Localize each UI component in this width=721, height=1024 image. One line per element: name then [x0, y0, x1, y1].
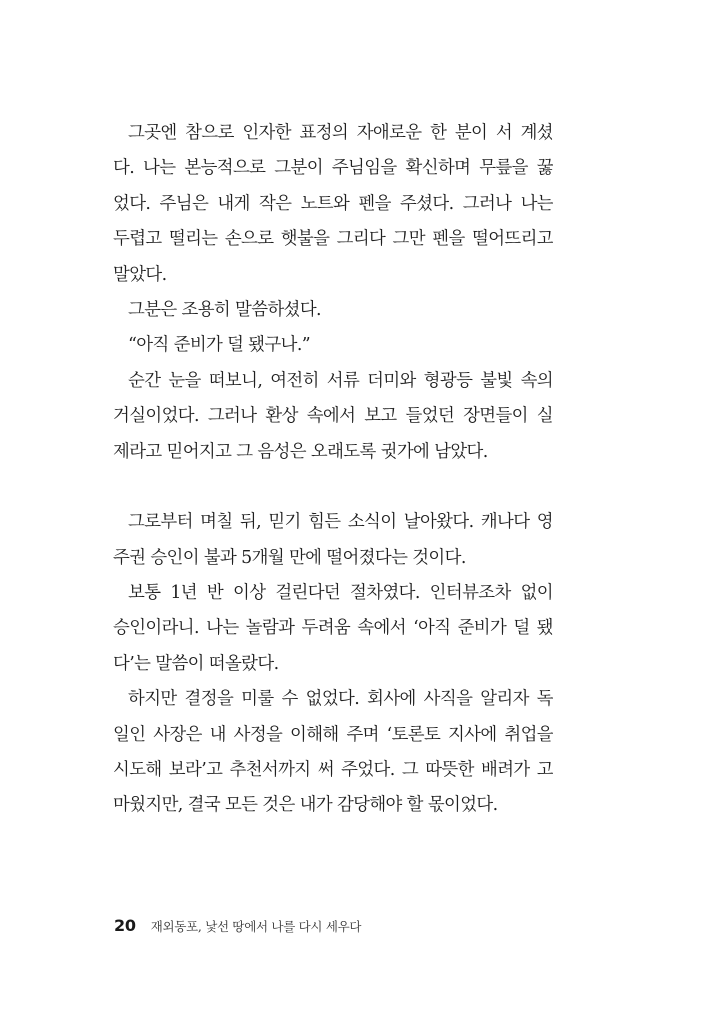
body-text — [113, 116, 553, 824]
text-line: 그곳엔 참으로 인자한 표정의 자애로운 한 분이 서 계셨 — [128, 123, 553, 143]
text-line: 승인이라니. 나는 놀람과 두려움 속에서 ‘아직 준비가 덜 됐 — [113, 618, 553, 639]
text-line: 그로부터 며칠 뒤, 믿기 힘든 소식이 날아왔다. 캐나다 영 — [128, 512, 553, 533]
text-line: 다’는 말씀이 떠올랐다. — [113, 653, 279, 674]
text-line: 주권 승인이 불과 5개월 만에 떨어졌다는 것이다. — [113, 547, 466, 568]
text-line: 순간 눈을 떠보니, 여전히 서류 더미와 형광등 불빛 속의 — [128, 370, 553, 391]
page-footer — [114, 915, 361, 937]
page-number: 20 — [114, 916, 136, 935]
running-title: 재외동포, 낯선 땅에서 나를 다시 세우다 — [150, 919, 362, 934]
text-line: 일인 사장은 내 사정을 이해해 주며 ‘토론토 지사에 취업을 — [113, 724, 553, 745]
text-line: 제라고 믿어지고 그 음성은 오래도록 귓가에 남았다. — [113, 441, 488, 462]
text-line: 그분은 조용히 말씀하셨다. — [128, 299, 321, 320]
text-line: 다. 나는 본능적으로 그분이 주님임을 확신하며 무릎을 꿇 — [113, 158, 553, 179]
text-line: 보통 1년 반 이상 걸린다던 절차였다. 인터뷰조차 없이 — [128, 583, 553, 604]
text-line: “아직 준비가 덜 됐구나.” — [128, 335, 311, 356]
text-line: 하지만 결정을 미룰 수 없었다. 회사에 사직을 알리자 독 — [128, 689, 553, 710]
text-line: 었다. 주님은 내게 작은 노트와 펜을 주셨다. 그러나 나는 — [113, 193, 553, 214]
text-line: 시도해 보라’고 추천서까지 써 주었다. 그 따뜻한 배려가 고 — [113, 760, 553, 781]
text-line: 말았다. — [113, 264, 167, 285]
text-line: 두렵고 떨리는 손으로 햇불을 그리다 그만 펜을 떨어뜨리고 — [113, 229, 553, 250]
text-line: 거실이었다. 그러나 환상 속에서 보고 들었던 장면들이 실 — [113, 406, 553, 427]
paragraph-gap — [113, 470, 553, 505]
text-line: 마웠지만, 결국 모든 것은 내가 감당해야 할 몫이었다. — [113, 795, 498, 816]
